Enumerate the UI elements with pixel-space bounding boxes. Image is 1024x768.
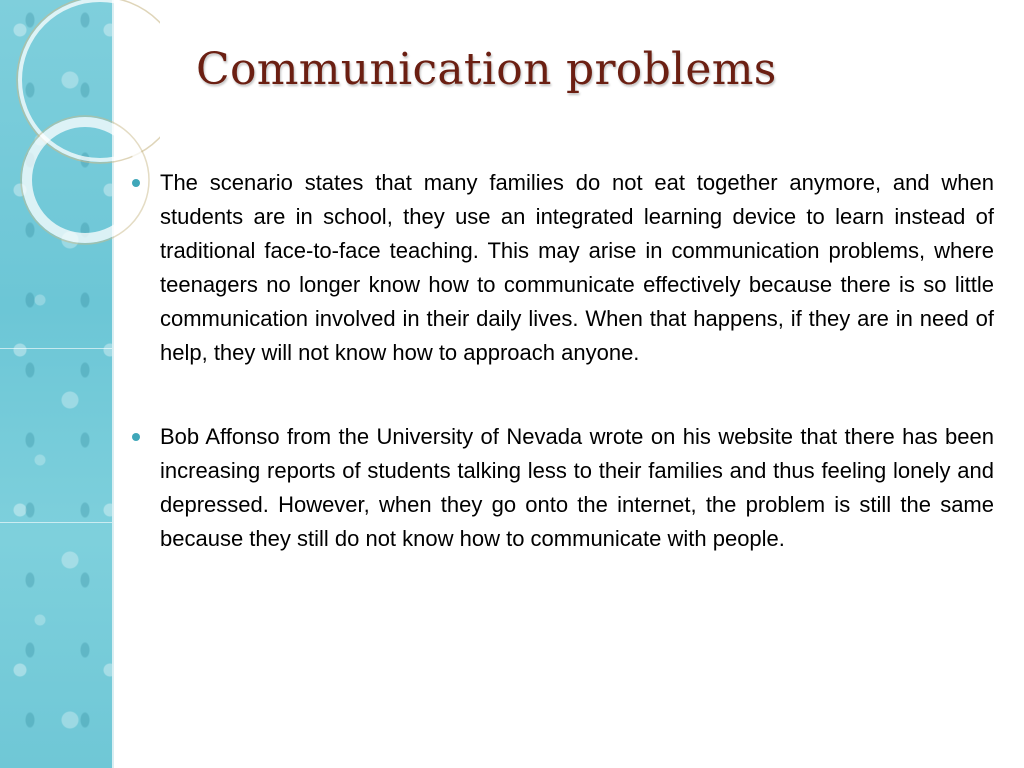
bullet-text: The scenario states that many families do not eat together anymore, and when students are in school, they use an integrated learning device to learn instead of traditional face-to-face teaching. This may arise in communication problems, where teenagers no longer know how to communicate effectively because there is so little communication involved in their daily lives. When that happens, if they are in need of help, they will not know how to approach anyone. <box>160 170 994 365</box>
bullet-text: Bob Affonso from the University of Nevada wrote on his website that there has been increasing reports of students talking less to their families and thus feeling lonely and depressed. However, when they go onto the internet, the problem is still the same because they still do not know how to communicate with people. <box>160 424 994 551</box>
bullet-item <box>132 166 994 370</box>
bullet-item <box>132 420 994 556</box>
band-divider <box>0 348 112 349</box>
band-divider <box>0 522 112 523</box>
bullet-dot-icon <box>132 433 140 441</box>
bullet-list <box>132 166 994 556</box>
bullet-dot-icon <box>132 179 140 187</box>
slide-title: Communication problems <box>196 44 777 95</box>
